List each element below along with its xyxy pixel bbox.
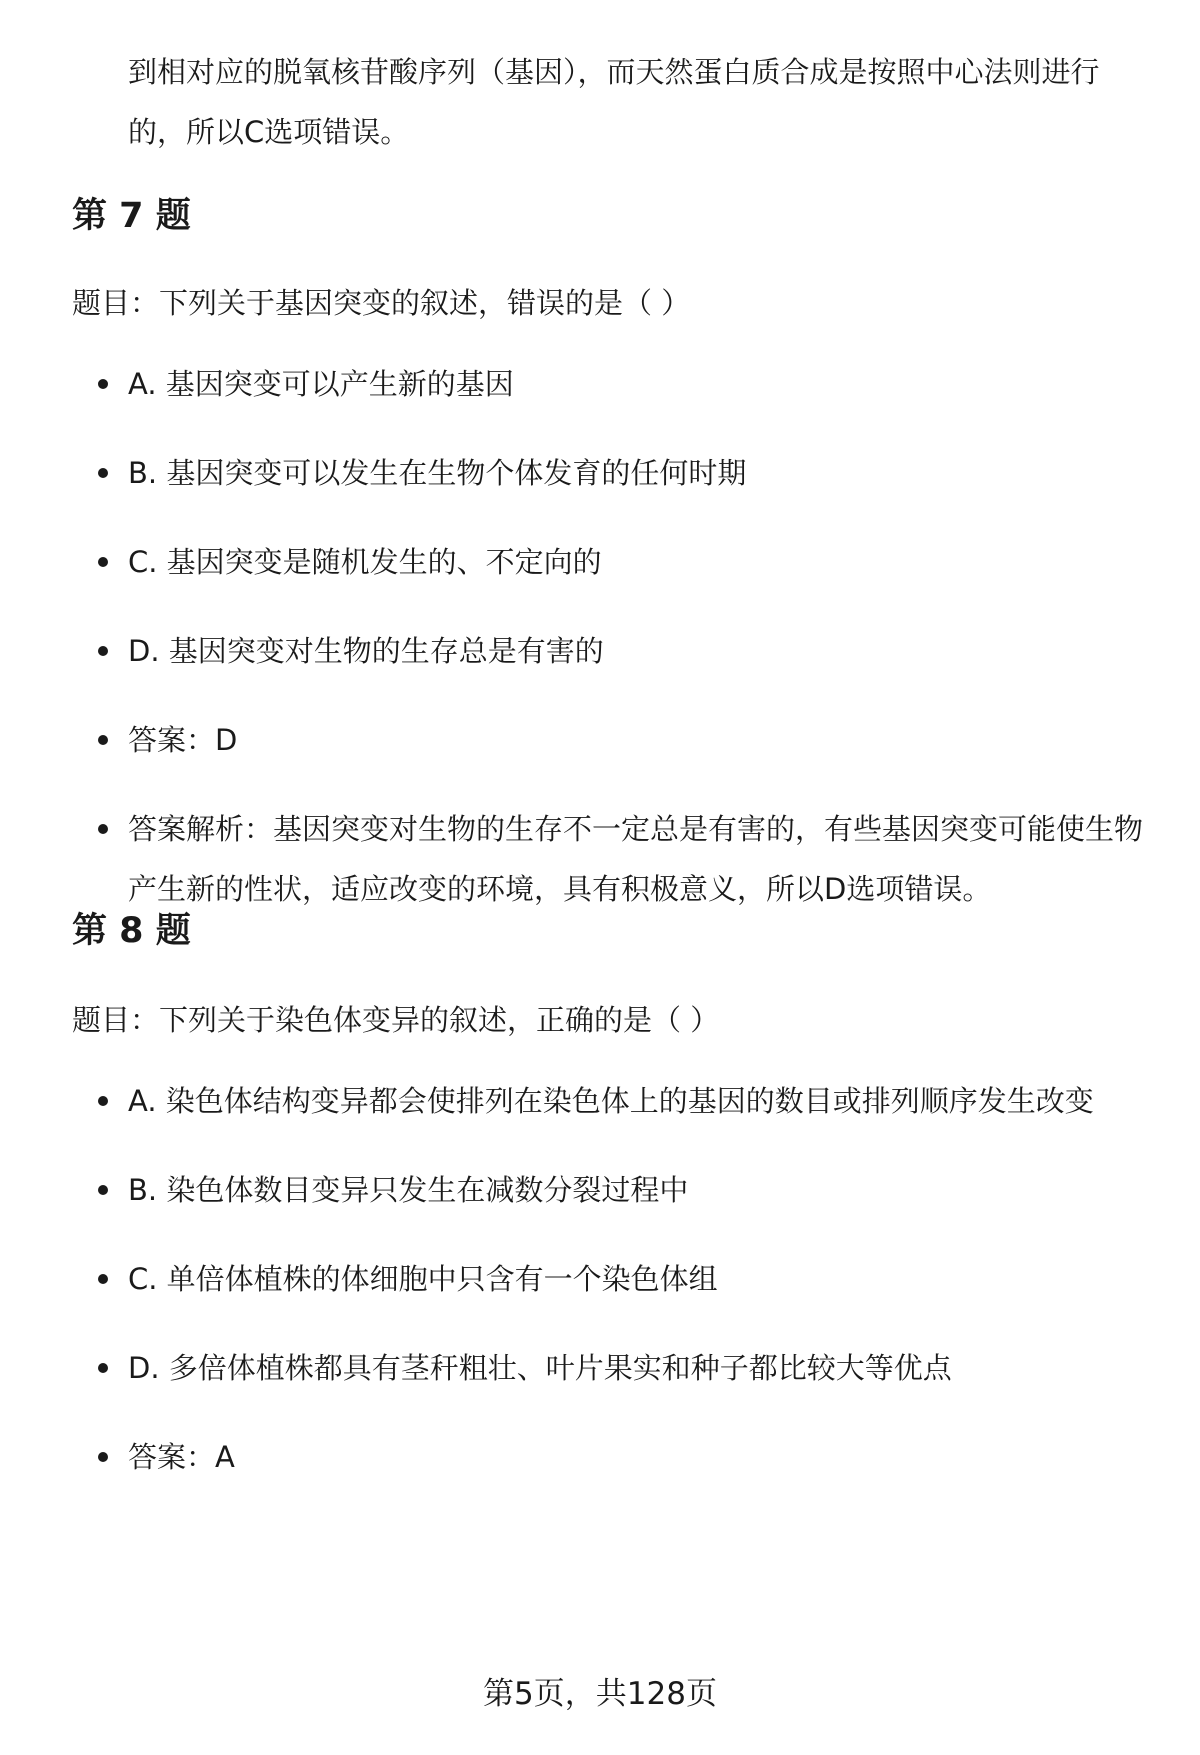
question-8-heading: 第 8 题 (72, 911, 191, 951)
question-7-option-a: A. 基因突变可以产生新的基因 (72, 354, 1148, 414)
question-7-option-d: D. 基因突变对生物的生存总是有害的 (72, 621, 1148, 681)
question-8-list (72, 1071, 1148, 1516)
question-8-option-c: C. 单倍体植株的体细胞中只含有一个染色体组 (72, 1249, 1148, 1309)
question-7-heading: 第 7 题 (72, 196, 191, 236)
question-7-text: 题目：下列关于基因突变的叙述，错误的是（ ） (72, 286, 691, 320)
question-7-option-b: B. 基因突变可以发生在生物个体发育的任何时期 (72, 443, 1148, 503)
question-7-analysis: 答案解析：基因突变对生物的生存不一定总是有害的，有些基因突变可能使生物产生新的性状，适应改变的环境，具有积极意义，所以D选项错误。 (72, 799, 1148, 919)
page-indicator: 第5页，共128页 (483, 1676, 717, 1712)
question-7-list (72, 354, 1148, 948)
question-8-text: 题目：下列关于染色体变异的叙述，正确的是（ ） (72, 1003, 720, 1037)
question-7-option-c: C. 基因突变是随机发生的、不定向的 (72, 532, 1148, 592)
question-8-option-d: D. 多倍体植株都具有茎秆粗壮、叶片果实和种子都比较大等优点 (72, 1338, 1148, 1398)
question-8-option-b: B. 染色体数目变异只发生在减数分裂过程中 (72, 1160, 1148, 1220)
previous-explanation-continuation: 到相对应的脱氧核苷酸序列（基因），而天然蛋白质合成是按照中心法则进行的，所以C选项错误。 (128, 55, 1100, 149)
question-8-option-a: A. 染色体结构变异都会使排列在染色体上的基因的数目或排列顺序发生改变 (72, 1071, 1148, 1131)
question-8-answer: 答案：A (72, 1427, 1148, 1487)
question-7-answer: 答案：D (72, 710, 1148, 770)
